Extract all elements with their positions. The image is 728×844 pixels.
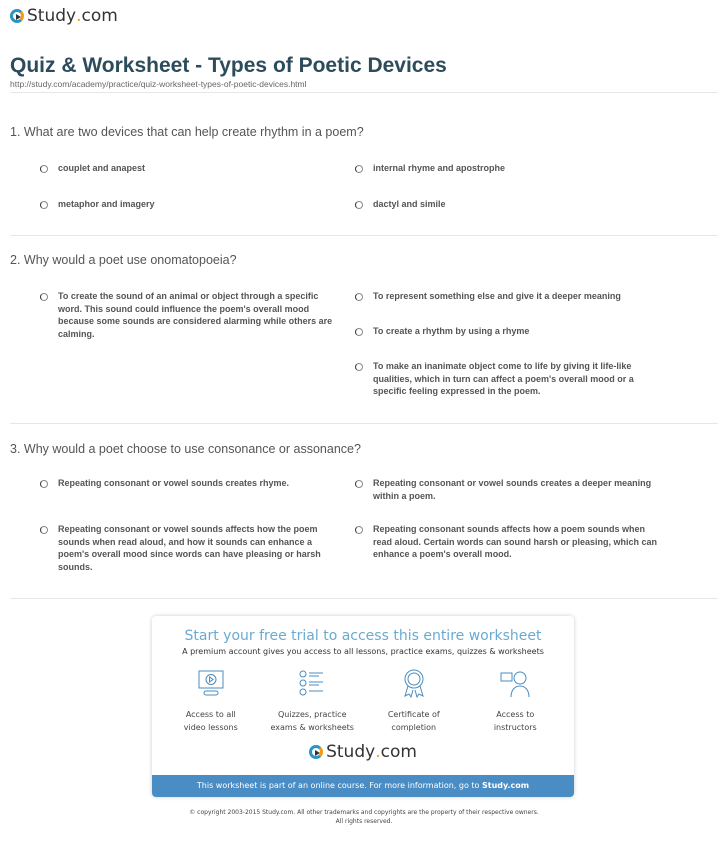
radio-icon[interactable] [40,480,48,488]
answer-option[interactable]: To create the sound of an animal or object through a specific word. This sound could influence the poem's overall mood because some sounds are considered alarming while others are calming. [40,290,343,340]
feature-video: Access to all video lessons [161,668,261,734]
answer-option[interactable]: Repeating consonant sounds affects how a poem sounds when read aloud. Certain words can sound harsh or pleasing, which can enhance a poem's overall mood. [355,523,658,561]
study-logo[interactable]: Study . com [10,6,118,26]
page-url: http://study.com/academy/practice/quiz-worksheet-types-of-poetic-devices.html [10,79,307,89]
banner-title: Start your free trial to access this entire worksheet [184,628,542,644]
radio-icon[interactable] [355,201,363,209]
divider [10,92,718,93]
answer-option[interactable]: To represent something else and give it a deeper meaning [355,290,658,303]
banner-footer: This worksheet is part of an online course. For more information, go to Study.com [152,775,574,797]
play-icon [309,745,323,759]
question-2: 2. Why would a poet use onomatopoeia? [10,253,237,267]
page-title: Quiz & Worksheet - Types of Poetic Devices [10,54,447,77]
answer-option[interactable]: Repeating consonant or vowel sounds creates a deeper meaning within a poem. [355,477,658,502]
radio-icon[interactable] [355,363,363,371]
trial-banner [152,616,574,797]
answer-option[interactable]: internal rhyme and apostrophe [355,162,658,175]
feature-instructors: Access to instructors [465,668,565,734]
instructor-icon [500,668,530,698]
answer-option[interactable]: dactyl and simile [355,198,658,211]
radio-icon[interactable] [40,526,48,534]
banner-subtitle: A premium account gives you access to all lessons, practice exams, quizzes & worksheets [182,647,544,656]
radio-icon[interactable] [40,165,48,173]
certificate-icon [399,668,429,698]
feature-certificate: Certificate of completion [364,668,464,734]
divider [10,423,718,424]
question-1: 1. What are two devices that can help create rhythm in a poem? [10,125,364,139]
answer-option[interactable]: To create a rhythm by using a rhyme [355,325,658,338]
answer-option[interactable]: Repeating consonant or vowel sounds affects how the poem sounds when read aloud, and how it sounds can enhance a poem's overall mood since words can have pleasing or harsh sounds. [40,523,343,573]
answer-option[interactable]: metaphor and imagery [40,198,343,211]
radio-icon[interactable] [40,293,48,301]
divider [10,235,718,236]
study-link[interactable]: Study.com [481,781,530,790]
banner-logo[interactable]: Study . com [152,742,574,762]
radio-icon[interactable] [355,526,363,534]
copyright: © copyright 2003-2015 Study.com. All other trademarks and copyrights are the property of their respective owners. All rights reserved. [189,809,539,825]
radio-icon[interactable] [355,165,363,173]
feature-quizzes: Quizzes, practice exams & worksheets [262,668,362,734]
list-icon [297,668,327,698]
play-icon [10,9,24,23]
answer-option[interactable]: couplet and anapest [40,162,343,175]
question-3: 3. Why would a poet choose to use consonance or assonance? [10,442,361,456]
radio-icon[interactable] [355,293,363,301]
radio-icon[interactable] [40,201,48,209]
answer-option[interactable]: Repeating consonant or vowel sounds creates rhyme. [40,477,343,490]
radio-icon[interactable] [355,328,363,336]
divider [10,598,718,599]
video-monitor-icon [196,668,226,698]
answer-option[interactable]: To make an inanimate object come to life by giving it life-like qualities, which in turn can affect a poem's overall mood or a specific feeling expressed in the poem. [355,360,658,398]
radio-icon[interactable] [355,480,363,488]
